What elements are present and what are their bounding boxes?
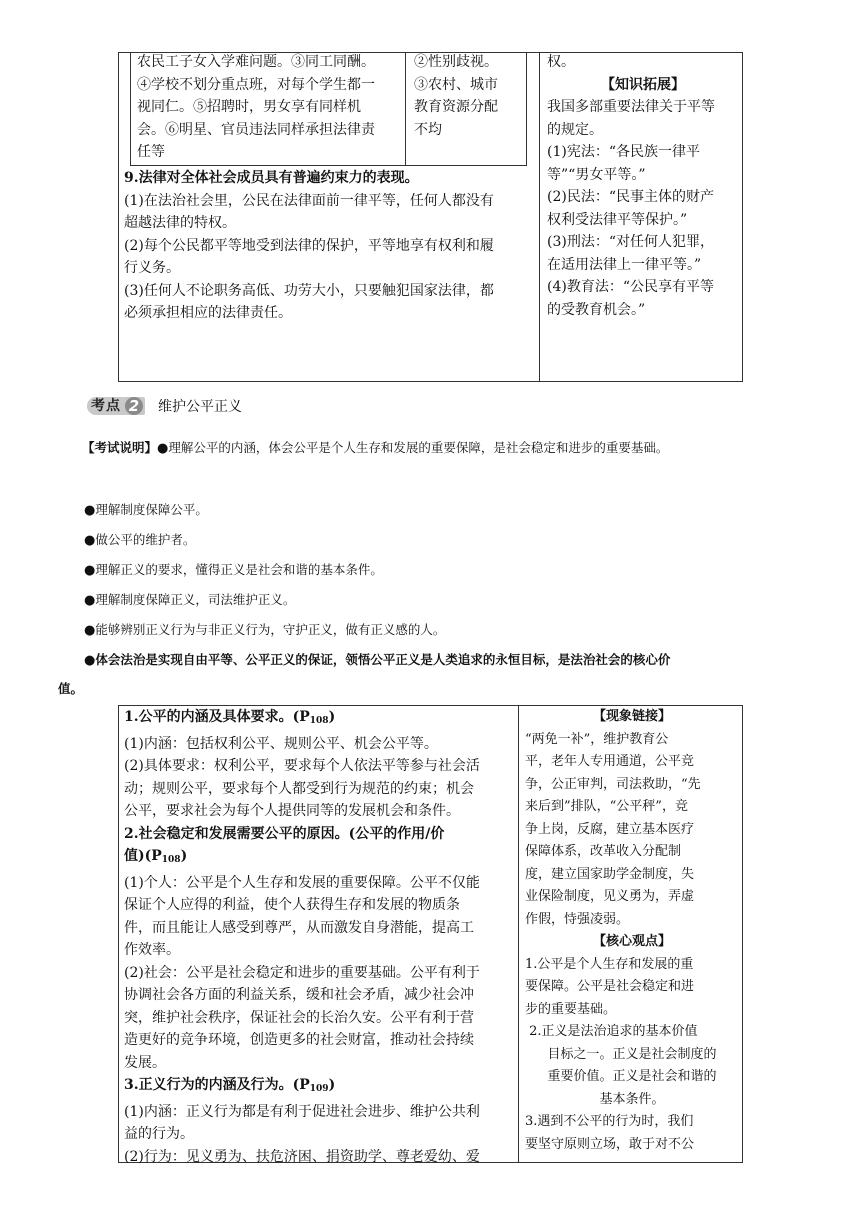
- section-1-line: (1)内涵：包括权利公平、规则公平、机会公平等。: [124, 735, 438, 752]
- exam-note-item: [84, 620, 445, 641]
- inner-left-line: 任等: [137, 144, 165, 160]
- top-right-line: 等”“男女平等。”: [547, 166, 646, 183]
- inner-left-line: 视同仁。⑤招聘时，男女享有同样机: [137, 99, 361, 115]
- kaodian-badge-label: 考点: [91, 398, 121, 414]
- section-3-line: 益的行为。: [124, 1126, 194, 1142]
- phenomenon-line: 度，建立国家助学金制度，失: [525, 866, 695, 882]
- phenomenon-line: 争上岗，反腐，建立基本医疗: [525, 821, 695, 837]
- core-view-line: 2.正义是法治追求的基本价值: [525, 1024, 698, 1039]
- phenomenon-line: “两免一补”，维护教育公: [525, 731, 669, 747]
- exam-note-lead: 【考试说明】: [82, 440, 158, 455]
- phenomenon-line: 争，公正审判，司法救助，“先: [525, 776, 701, 792]
- knowledge-extension-heading: 【知识拓展】: [601, 76, 685, 93]
- exam-note-item: [84, 500, 208, 521]
- core-view-line: 3.遇到不公平的行为时，我们: [525, 1114, 694, 1129]
- core-view-line: 要坚守原则立场，敢于对不公: [525, 1136, 695, 1152]
- core-view-line: 重要价值。正义是社会和谐的: [547, 1069, 717, 1084]
- exam-note-item-text: 做公平的维护者。: [95, 532, 196, 547]
- section-9-heading: 9.法律对全体社会成员具有普遍约束力的表现。: [124, 170, 419, 186]
- kaodian-badge: [87, 397, 145, 415]
- page-ref: 108: [161, 855, 181, 865]
- inner-table-divider: [405, 52, 406, 166]
- page-ref: 109: [309, 1084, 329, 1094]
- top-right-line: (4)教育法：“公民享有平等: [547, 279, 714, 295]
- phenomenon-line: 平，老年人专用通道，公平竞: [525, 754, 695, 769]
- section-3-line: (1)内涵：正义行为都是有利于促进社会进步、维护公共利: [124, 1103, 480, 1120]
- phenomenon-line: 作假，恃强凌弱。: [525, 911, 630, 927]
- bullet-icon: ●: [84, 653, 96, 668]
- section-2-line: (2)社会：公平是社会稳定和进步的重要基础。公平有利于: [124, 964, 480, 981]
- section-2-line: 保证个人应得的利益，使个人获得生存和发展的物质条: [124, 897, 460, 913]
- bottom-left-column: [124, 706, 514, 1168]
- section-2-line: 突，维护社会秩序，保证社会的长治久安。公平有利于营: [124, 1009, 474, 1026]
- inner-right-line: ③农村、城市: [414, 76, 498, 93]
- page-ref-end: ): [180, 848, 188, 864]
- exam-note-item-text: 理解制度保障公平。: [95, 502, 208, 517]
- section-2-heading: 2.社会稳定和发展需要公平的原因。(公平的作用/价: [124, 825, 445, 842]
- section-9: [124, 167, 534, 325]
- top-right-line: (3)刑法：“对任何人犯罪，: [547, 234, 714, 250]
- top-right-line: (2)民法：“民事主体的财产: [547, 189, 714, 205]
- bullet-icon: ●: [84, 503, 96, 518]
- core-view-line: 基本条件。: [599, 1091, 665, 1107]
- inner-left-line: ④学校不划分重点班，对每个学生都一: [137, 76, 375, 93]
- section-2-line: 协调社会各方面的利益关系，缓和社会矛盾，减少社会冲: [124, 987, 474, 1003]
- top-right-line: 权利受法律平等保护。”: [547, 211, 688, 228]
- section-1-heading: [124, 706, 514, 733]
- inner-left-line: 会。⑥明星、官员违法同样承担法律责: [137, 121, 375, 138]
- section-1-line: 公平，要求社会为每个人提供同等的发展机会和条件。: [124, 803, 460, 819]
- section-2-line: (1)个人：公平是个人生存和发展的重要保障。公平不仅能: [124, 874, 480, 891]
- top-table-divider: [539, 52, 540, 382]
- inner-right-line: ②性别歧视。: [414, 54, 498, 70]
- core-view-line: 目标之一。正义是社会制度的: [547, 1046, 717, 1062]
- top-right-line: 的受教育机会。”: [547, 301, 646, 318]
- top-right-line: 的规定。: [547, 121, 603, 138]
- exam-note-item: [84, 530, 195, 551]
- section-2-line: 作效率。: [124, 942, 180, 958]
- section-9-line: (3)任何人不论职务高低、功劳大小，只要触犯国家法律，都: [124, 282, 494, 299]
- inner-right-line: 教育资源分配: [414, 99, 498, 115]
- section-2-line: 件，而且能让人感受到尊严，从而激发自身潜能，提高工: [124, 919, 474, 936]
- section-3-heading: [124, 1074, 514, 1101]
- bullet-icon: ●: [157, 441, 169, 456]
- section-2-heading-text: 值)(P: [124, 848, 162, 864]
- top-right-line: 我国多部重要法律关于平等: [547, 99, 715, 115]
- top-right-line: 在适用法律上一律平等。”: [547, 256, 702, 273]
- exam-note-first: [82, 438, 668, 459]
- kaodian-title: 维护公平正义: [158, 399, 242, 415]
- page-ref: 108: [309, 716, 329, 726]
- section-9-line: 必须承担相应的法律责任。: [124, 305, 292, 321]
- section-9-line: (1)在法治社会里，公民在法律面前一律平等，任何人都没有: [124, 192, 494, 209]
- phenomenon-link-heading: 【现象链接】: [592, 709, 671, 724]
- bottom-table-divider: [518, 705, 519, 1163]
- section-9-line: 行义务。: [124, 260, 180, 276]
- phenomenon-line: 保障体系，改革收入分配制: [525, 844, 682, 859]
- exam-note-item: [84, 590, 295, 611]
- inner-right-line: 不均: [414, 121, 442, 138]
- kaodian-badge-number: 2: [125, 397, 143, 415]
- page-ref-end: ): [328, 709, 336, 725]
- core-view-line: 步的重要基础。: [525, 1001, 617, 1017]
- section-1-line: (2)具体要求：权利公平，要求每个人依法平等参与社会活: [124, 758, 480, 774]
- exam-note-item: [84, 560, 383, 581]
- exam-note-item-text: 能够辨别正义行为与非正义行为，守护正义，做有正义感的人。: [95, 622, 446, 637]
- section-1-heading-text: 1.公平的内涵及具体要求。(P: [124, 709, 310, 725]
- section-2-line: 发展。: [124, 1054, 166, 1071]
- exam-note-item: [84, 650, 670, 671]
- section-2-heading-cont: [124, 845, 514, 872]
- inner-left-cell: [137, 51, 402, 164]
- exam-note-item-text: 理解制度保障正义，司法维护正义。: [95, 592, 296, 607]
- bottom-right-column: [525, 706, 739, 1156]
- phenomenon-line: 业保险制度，见义勇为，弄虚: [525, 889, 695, 904]
- bullet-icon: ●: [84, 593, 96, 608]
- top-right-column: [547, 51, 739, 321]
- exam-note-item-text: 理解正义的要求，懂得正义是社会和谐的基本条件。: [95, 562, 383, 577]
- bullet-icon: ●: [84, 623, 96, 638]
- phenomenon-line: 来后到”排队，“公平秤”，竞: [525, 799, 688, 814]
- core-view-line: 1.公平是个人生存和发展的重: [525, 956, 694, 972]
- bullet-icon: ●: [84, 533, 96, 548]
- exam-note-item-cont: 值。: [58, 681, 84, 696]
- core-view-heading: 【核心观点】: [592, 934, 671, 949]
- section-2-line: 造更好的竞争环境，创造更多的社会财富，推动社会持续: [124, 1032, 474, 1048]
- exam-note-text: 理解公平的内涵，体会公平是个人生存和发展的重要保障，是社会稳定和进步的重要基础。: [168, 440, 669, 455]
- exam-note-item-text: 体会法治是实现自由平等、公平正义的保证，领悟公平正义是人类追求的永恒目标，是法治社会的核心价: [95, 652, 671, 667]
- top-right-first: 权。: [547, 54, 575, 70]
- bullet-icon: ●: [84, 563, 96, 578]
- section-9-line: 超越法律的特权。: [124, 215, 236, 231]
- section-3-heading-text: 3.正义行为的内涵及行为。(P: [124, 1077, 310, 1093]
- section-1-line: 动；规则公平，要求每个人都受到行为规范的约束；机会: [124, 780, 474, 797]
- inner-right-cell: [414, 51, 524, 141]
- section-9-line: (2)每个公民都平等地受到法律的保护，平等地享有权利和履: [124, 237, 494, 254]
- section-3-line: (2)行为：见义勇为、扶危济困、捐资助学、尊老爱幼、爱: [124, 1148, 480, 1165]
- top-right-line: (1)宪法：“各民族一律平: [547, 144, 700, 160]
- core-view-line: 要保障。公平是社会稳定和进: [525, 979, 695, 994]
- page-ref-end: ): [328, 1077, 336, 1093]
- inner-left-line: 农民工子女入学难问题。③同工同酬。: [137, 54, 375, 70]
